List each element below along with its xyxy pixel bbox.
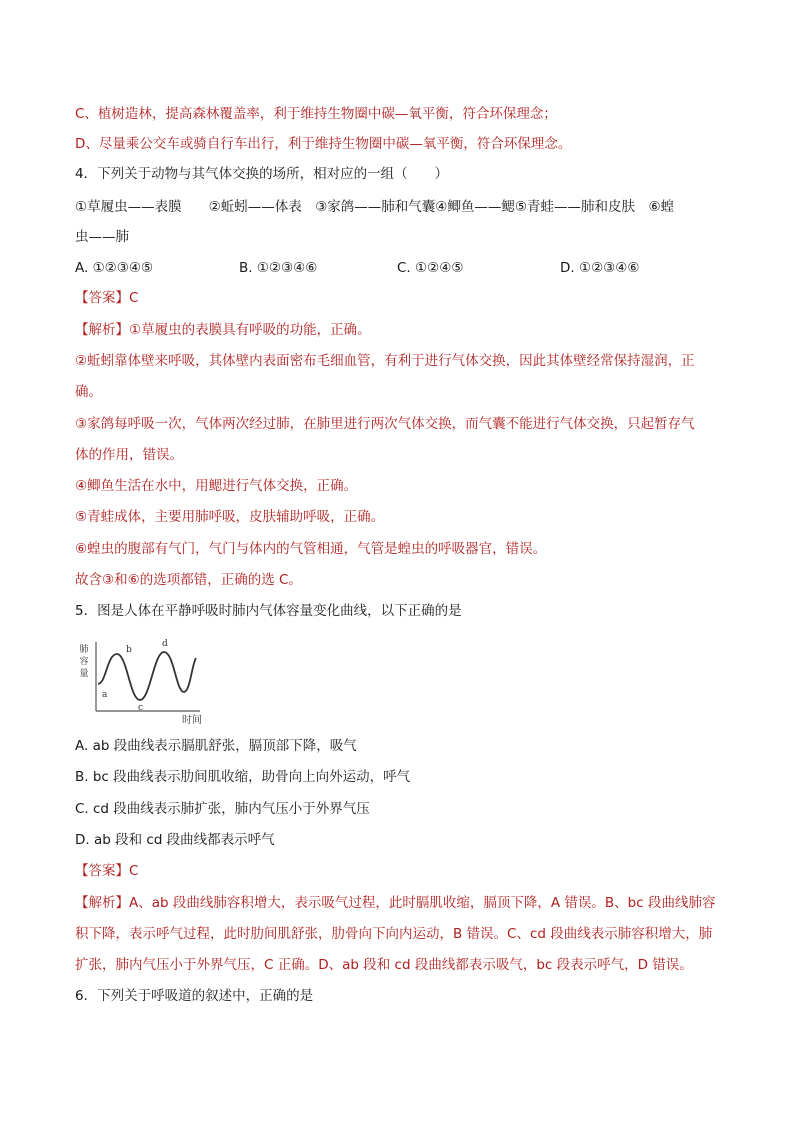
point-label-b: b [126, 645, 132, 655]
question-4-stem: 4．下列关于动物与其气体交换的场所，相对应的一组（ ） [75, 166, 449, 182]
question-5-option-b: B. bc 段曲线表示肋间肌收缩，助骨向上向外运动，呼气 [75, 769, 411, 785]
answer-tag: 【答案】 [75, 290, 129, 306]
point-label-d: d [162, 639, 168, 649]
analysis-tag: 【解析】 [75, 895, 129, 911]
option-b: B. ①②③④⑥ [239, 260, 318, 276]
answer-value: C [129, 863, 139, 879]
question-5-stem: 5．图是人体在平静呼吸时肺内气体容量变化曲线，以下正确的是 [75, 603, 462, 619]
analysis-tag: 【解析】 [75, 322, 129, 338]
question-6-stem: 6．下列关于呼吸道的叙述中，正确的是 [75, 988, 314, 1004]
question-4-analysis-6: ④鲫鱼生活在水中，用鳃进行气体交换，正确。 [75, 478, 358, 494]
question-4-analysis-2: ②蚯蚓靠体壁来呼吸，其体壁内表面密布毛细血管，有利于进行气体交换，因此其体壁经常保持湿润，正 [75, 353, 695, 369]
question-5-analysis-2: 积下降，表示呼气过程，此时肋间肌舒张，肋骨向下向内运动，B 错误。C、cd 段曲线表示肺容积增大，肺 [75, 926, 713, 942]
question-5-option-a: A. ab 段曲线表示膈肌舒张，膈顶部下降，吸气 [75, 738, 357, 754]
question-5-analysis-1 [75, 893, 715, 913]
lung-volume-curve [98, 652, 196, 700]
analysis-text: A、ab 段曲线肺容积增大，表示吸气过程，此时膈肌收缩，膈顶下降，A 错误。B、bc 段曲线肺容 [129, 895, 716, 911]
question-4-analysis-5: 体的作用，错误。 [75, 447, 183, 463]
y-label-char-2: 容 [79, 657, 89, 667]
question-5-analysis-3: 扩张，肺内气压小于外界气压，C 正确。D、ab 段和 cd 段曲线都表示吸气，bc 段表示呼气，D 错误。 [75, 957, 693, 973]
analysis-text: ①草履虫的表膜具有呼吸的功能，正确。 [129, 322, 371, 338]
point-label-c: c [138, 703, 144, 713]
question-5-option-c: C. cd 段曲线表示肺扩张，肺内气压小于外界气压 [75, 801, 370, 817]
x-axis-label: 时间 [182, 715, 202, 726]
question-4-analysis-4: ③家鸽每呼吸一次，气体两次经过肺，在肺里进行两次气体交换，而气囊不能进行气体交换，只起暂存气 [75, 416, 695, 432]
question-4-items-line-1: ①草履虫——表膜 ②蚯蚓——体表 ③家鸽——肺和气囊④鲫鱼——鳃⑤青蛙——肺和皮肤 ⑥蝗 [75, 199, 675, 215]
question-5-answer [75, 861, 138, 881]
option-a: A. ①②③④⑤ [75, 260, 154, 276]
question-4-analysis-9: 故含③和⑥的选项都错，正确的选 C。 [75, 572, 302, 588]
question-4-analysis-1 [75, 320, 371, 340]
lung-volume-graph [74, 634, 204, 726]
question-3-option-c: C、植树造林，提高森林覆盖率，利于维持生物圈中碳—氧平衡，符合环保理念； [75, 106, 557, 122]
option-c: C. ①②④⑤ [397, 260, 464, 276]
y-label-char-1: 肺 [79, 645, 89, 655]
question-4-analysis-8: ⑥蝗虫的腹部有气门，气门与体内的气管相通，气管是蝗虫的呼吸器官，错误。 [75, 541, 547, 557]
question-3-option-d: D、尽量乘公交车或骑自行车出行，利于维持生物圈中碳—氧平衡，符合环保理念。 [75, 136, 572, 152]
question-4-analysis-7: ⑤青蛙成体，主要用肺呼吸，皮肤辅助呼吸，正确。 [75, 509, 385, 525]
answer-tag: 【答案】 [75, 863, 129, 879]
answer-value: C [129, 290, 139, 306]
y-label-char-3: 量 [79, 669, 89, 679]
question-4-analysis-3: 确。 [75, 384, 102, 400]
point-label-a: a [102, 690, 108, 700]
question-4-items-line-2: 虫——肺 [75, 229, 129, 245]
question-4-answer [75, 288, 138, 308]
question-4-options [75, 258, 640, 278]
question-5-option-d: D. ab 段和 cd 段曲线都表示呼气 [75, 832, 275, 848]
option-d: D. ①②③④⑥ [560, 260, 640, 276]
